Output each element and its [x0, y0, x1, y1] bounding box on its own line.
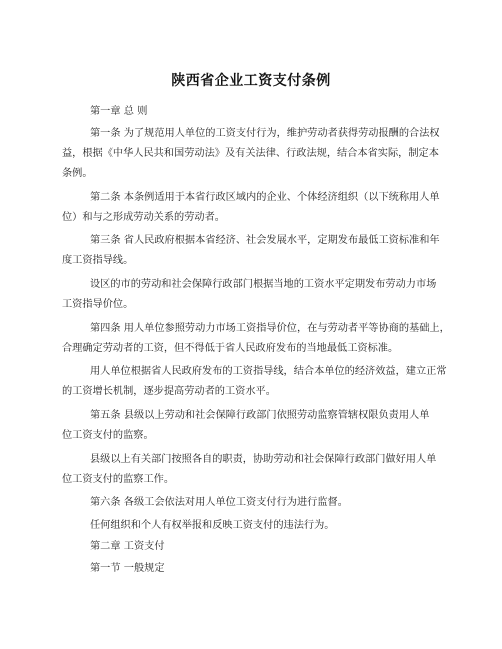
document-title: 陕西省企业工资支付条例: [171, 73, 331, 89]
chapter-heading: 第二章 工资支付: [90, 541, 165, 552]
paragraph-line: 第五条 县级以上劳动和社会保障行政部门依照劳动监察管辖权限负责用人单: [90, 410, 430, 421]
paragraph-line: 位工资支付的监察工作。: [62, 474, 175, 485]
paragraph-line: 用人单位根据省人民政府发布的工资指导线，结合本单位的经济效益，建立正常: [90, 366, 447, 377]
section-heading: 第一节 一般规定: [90, 563, 165, 574]
paragraph-line: 合理确定劳动者的工资，但不得低于省人民政府发布的当地最低工资标准。: [62, 343, 399, 354]
paragraph-line: 县级以上有关部门按照各自的职责，协助劳动和社会保障行政部门做好用人单: [90, 454, 437, 465]
paragraph-line: 位工资支付的监察。: [62, 430, 154, 441]
chapter-heading: 第一章 总 则: [90, 106, 148, 117]
paragraph-line: 条例。: [62, 168, 93, 179]
paragraph-line: 任何组织和个人有权举报和反映工资支付的违法行为。: [90, 520, 335, 531]
paragraph-line: 第二条 本条例适用于本省行政区域内的企业、个体经济组织（以下统称用人单: [90, 192, 440, 203]
paragraph-line: 的工资增长机制，逐步提高劳动者的工资水平。: [62, 386, 276, 397]
paragraph-line: 第四条 用人单位参照劳动力市场工资指导价位，在与劳动者平等协商的基础上，: [90, 323, 450, 334]
paragraph-line: 第一条 为了规范用人单位的工资支付行为，维护劳动者获得劳动报酬的合法权: [90, 128, 440, 139]
paragraph-line: 度工资指导线。: [62, 255, 134, 266]
paragraph-line: 位）和与之形成劳动关系的劳动者。: [62, 212, 225, 223]
paragraph-line: 第六条 各级工会依法对用人单位工资支付行为进行监督。: [90, 497, 348, 508]
paragraph-line: 设区的市的劳动和社会保障行政部门根据当地的工资水平定期发布劳动力市场: [90, 279, 437, 290]
paragraph-line: 益，根据《中华人民共和国劳动法》及有关法律、行政法规，结合本省实际，制定本: [62, 148, 439, 159]
paragraph-line: 工资指导价位。: [62, 299, 134, 310]
paragraph-line: 第三条 省人民政府根据本省经济、社会发展水平，定期发布最低工资标准和年: [90, 235, 440, 246]
